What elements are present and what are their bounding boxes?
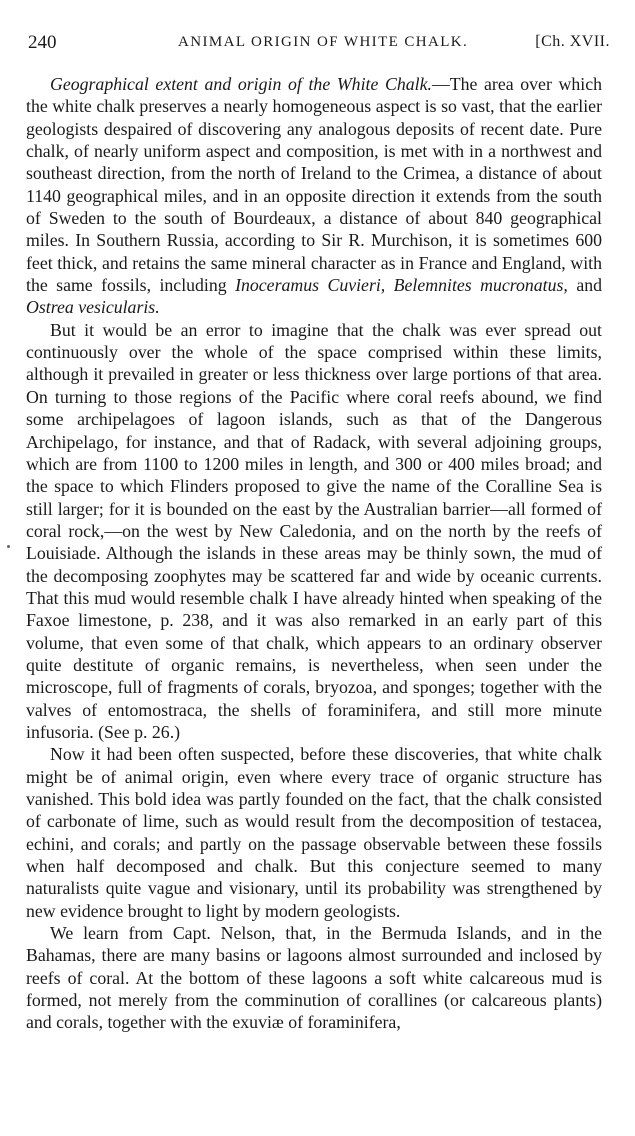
running-head (28, 32, 610, 60)
paragraph-geographical-extent (26, 73, 602, 319)
print-speck (7, 545, 10, 548)
chapter-label: [Ch. XVII. (535, 33, 610, 50)
text-segment: —The area over which the white chalk preserves a nearly homogeneous aspect is so vast, that the earlier geologists despaired of discovering any analogous deposits of recent date. Pure chalk, of nearly uniform aspect and composition, is met with in a northwest and southeast direction, from the north of Ireland to the Crimea, a distance of about 1140 geographical miles, and in an opposite direction it extends from the south of Sweden to the south of Bourdeaux, a distance of about 840 geographical miles. In Southern Russia, according to Sir R. Murchison, it is sometimes 600 feet thick, and retains the same mineral character as in France and England, with the same fossils, including (26, 74, 602, 296)
paragraph-animal-origin (26, 743, 602, 922)
running-title: ANIMAL ORIGIN OF WHITE CHALK. (178, 34, 469, 50)
text-segment: and (567, 275, 603, 296)
paragraph-pacific-reefs (26, 319, 602, 744)
text-segment: But it would be an error to imagine that the chalk was ever spread out continuously over the whole of the space comprised within these limits, although it prevailed in greater or less thickness over large portions of that area. On turning to those regions of the Pacific where coral reefs abound, we find some archipelagoes of lagoon islands, such as that of the Dangerous Archipelago, for instance, and that of Radack, with several adjoining groups, which are from 1100 to 1200 miles in length, and 300 or 400 miles broad; and the space to which Flinders proposed to give the name of the Coralline Sea is still larger; for it is bounded on the east by the Australian barrier—all formed of coral rock,—on the west by New Caledonia, and on the north by the reefs of Louisiade. Although the islands in these areas may be thinly sown, the mud of the decomposing zoophytes may be scattered far and wide by oceanic currents. That this mud would resemble chalk I have already hinted when speaking of the Faxoe limestone, p. 238, and it was also remarked in an early part of this volume, that even some of that chalk, which appears to an ordinary observer quite destitute of organic remains, is nevertheless, when seen under the microscope, full of fragments of corals, bryozoa, and sponges; together with the valves of entomostraca, the shells of foraminifera, and still more minute infusoria. (See p. 26.) (26, 319, 602, 742)
text-segment: We learn from Capt. Nelson, that, in the Bermuda Islands, and in the Bahamas, there are many basins or lagoons almost surrounded and inclosed by reefs of coral. At the bottom of these lagoons a soft white calcareous mud is formed, not merely from the comminution of corallines (or calcareous plants) and corals, together with the exuviæ of foraminifera, (26, 923, 602, 1033)
species-name: Ostrea vesicularis. (26, 297, 160, 318)
text-segment: Now it had been often suspected, before these discoveries, that white chalk might be of animal origin, even where every trace of organic structure has vanished. This bold idea was partly founded on the fact, that the chalk consisted of carbonate of lime, such as would result from the decomposition of testacea, echini, and corals; and partly on the passage observable between these fossils when half decomposed and chalk. But this conjecture seemed to many naturalists quite vague and visionary, until its probability was strengthened by new evidence brought to light by modern geologists. (26, 744, 602, 921)
species-names: Inoceramus Cuvieri, Belemnites mucronatus, (235, 275, 568, 296)
section-heading: Geographical extent and origin of the White Chalk. (50, 74, 432, 94)
body-text (26, 73, 602, 1034)
page-number: 240 (28, 32, 57, 53)
paragraph-bermuda-lagoons (26, 922, 602, 1034)
